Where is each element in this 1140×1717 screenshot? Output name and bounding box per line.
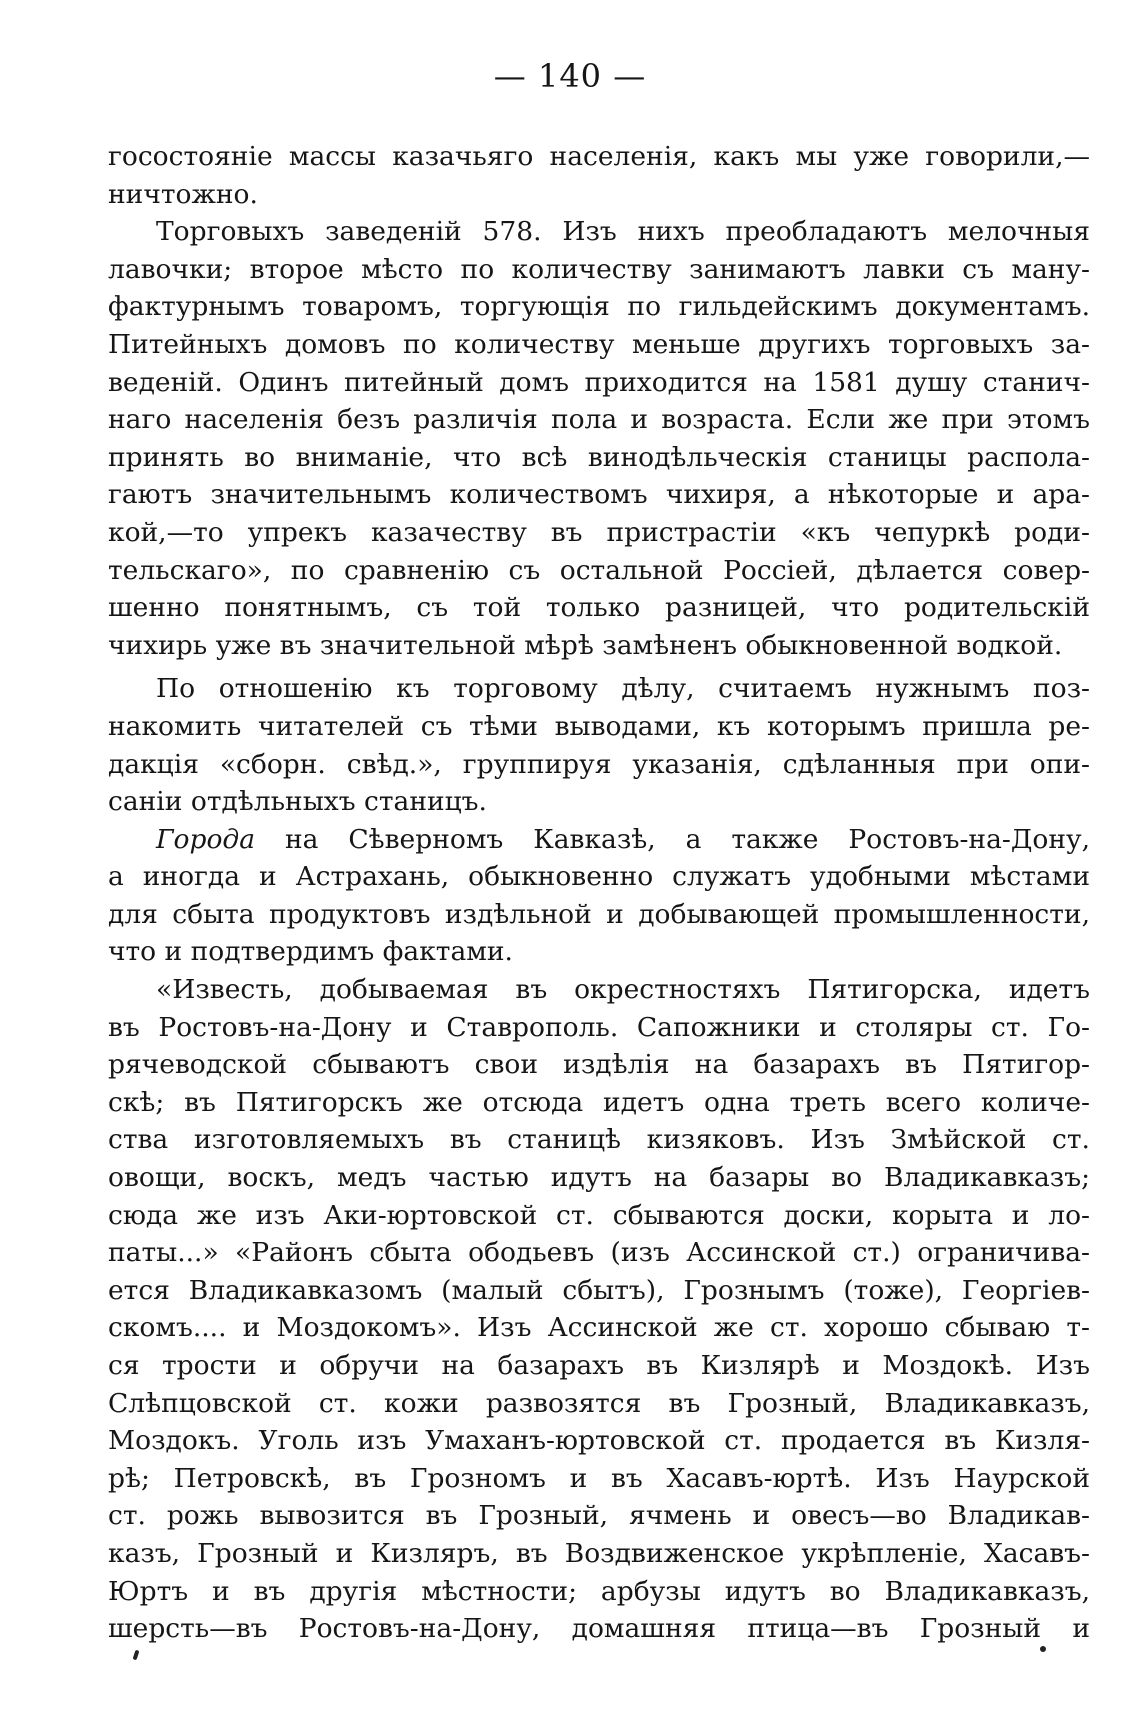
text-line-11: кой,—то упрекъ казачеству въ пристрастіи «къ чепуркѣ роди- (108, 516, 1090, 548)
text-line-37: ст. рожь вывозится въ Грозный, ячмень и овесъ—во Владикав- (108, 1500, 1090, 1532)
text-line-2: ничтожно. (108, 178, 258, 210)
text-line-20: а иногда и Астрахань, обыкновенно служатъ удобными мѣстами (108, 861, 1090, 893)
text-line-28: овощи, воскъ, медъ частью идутъ на базары во Владикавказъ; (108, 1162, 1090, 1194)
text-line-40: шерсть—въ Ростовъ-на-Дону, домашняя птица—въ Грозный и (108, 1613, 1090, 1645)
text-line-10: гаютъ значительнымъ количествомъ чихиря, а нѣкоторые и ара- (108, 479, 1090, 511)
text-line-35: Моздокъ. Уголь изъ Умаханъ-юртовской ст. продается въ Кизля- (108, 1425, 1090, 1457)
text-line-31: ется Владикавказомъ (малый сбытъ), Грознымъ (тоже), Георгіев- (108, 1274, 1090, 1306)
text-line-18: саніи отдѣльныхъ станицъ. (108, 786, 487, 818)
text-line-34: Слѣпцовской ст. кожи развозятся въ Грозный, Владикавказъ, (108, 1387, 1090, 1419)
text-line-38: казъ, Грозный и Кизляръ, въ Воздвиженское укрѣпленіе, Хасавъ- (108, 1537, 1090, 1569)
ink-speck-right (1040, 1646, 1046, 1652)
text-line-32: скомъ.... и Моздокомъ». Изъ Ассинской же ст. хорошо сбываю т- (108, 1312, 1090, 1344)
italic-word: Города (156, 823, 256, 855)
ink-speck-left (133, 1650, 140, 1661)
text-line-24: въ Ростовъ-на-Дону и Ставрополь. Сапожники и столяры ст. Го- (108, 1011, 1090, 1043)
page-number: — 140 — (493, 57, 647, 95)
text-line-1: госостояніе массы казачьяго населенія, какъ мы уже говорили,— (108, 141, 1090, 172)
text-line-3: Торговыхъ заведеній 578. Изъ нихъ преобладаютъ мелочныя (156, 216, 1090, 248)
main-text (108, 138, 1090, 1648)
text-line-36: рѣ; Петровскѣ, въ Грозномъ и въ Хасавъ-юртѣ. Изъ Наурской (108, 1462, 1090, 1494)
text-line-19 (108, 821, 1090, 859)
text-line-14: чихирь уже въ значительной мѣрѣ замѣненъ обыкновенной водкой. (108, 629, 1063, 661)
text-line-33: ся трости и обручи на базарахъ въ Кизлярѣ и Моздокѣ. Изъ (108, 1350, 1090, 1381)
text-line-21: для сбыта продуктовъ издѣльной и добывающей промышленности, (108, 898, 1090, 930)
text-line-39: Юртъ и въ другія мѣстности; арбузы идутъ во Владикавказъ, (108, 1575, 1090, 1607)
text-line-29: сюда же изъ Аки-юртовской ст. сбываются доски, корыта и ло- (108, 1199, 1090, 1231)
print-specks (0, 1646, 1140, 1686)
text-line-12: тельскаго», по сравненію съ остальной Россіей, дѣлается совер- (108, 554, 1090, 586)
text-line-25: рячеводской сбываютъ свои издѣлія на базарахъ въ Пятигор- (108, 1049, 1090, 1081)
text-line-26: скѣ; въ Пятигорскъ же отсюда идетъ одна треть всего количе- (108, 1086, 1090, 1118)
text-line-16: накомить читателей съ тѣми выводами, къ которымъ пришла ре- (108, 710, 1090, 742)
text-line-22: что и подтвердимъ фактами. (108, 936, 513, 968)
text-line-5: фактурнымъ товаромъ, торгующія по гильдейскимъ документамъ. (108, 291, 1090, 323)
text-line-15: По отношенію къ торговому дѣлу, считаемъ нужнымъ поз- (156, 673, 1090, 705)
text-line-30: паты...» «Районъ сбыта ободьевъ (изъ Ассинской ст.) ограничива- (108, 1237, 1090, 1269)
text-line-7: веденій. Одинъ питейный домъ приходится на 1581 душу станич- (108, 366, 1090, 398)
text-line-27: ства изготовляемыхъ въ станицѣ кизяковъ. Изъ Змѣйской ст. (108, 1124, 1090, 1156)
text-line-6: Питейныхъ домовъ по количеству меньше другихъ торговыхъ за- (108, 328, 1090, 360)
text-line-13: шенно понятнымъ, съ той только разницей, что родительскій (108, 592, 1090, 624)
text-line-19-rest: на Сѣверномъ Кавказѣ, а также Ростовъ-на-Дону, (255, 823, 1090, 855)
text-line-9: принять во вниманіе, что всѣ винодѣльческія станицы распола- (108, 441, 1090, 473)
text-line-4: лавочки; второе мѣсто по количеству занимаютъ лавки съ ману- (108, 253, 1090, 285)
text-line-8: наго населенія безъ различія пола и возраста. Если же при этомъ (108, 404, 1090, 436)
text-line-23: «Известь, добываемая въ окрестностяхъ Пятигорска, идетъ (156, 974, 1090, 1006)
text-line-17: дакція «сборн. свѣд.», группируя указанія, сдѣланныя при опи- (108, 748, 1090, 780)
